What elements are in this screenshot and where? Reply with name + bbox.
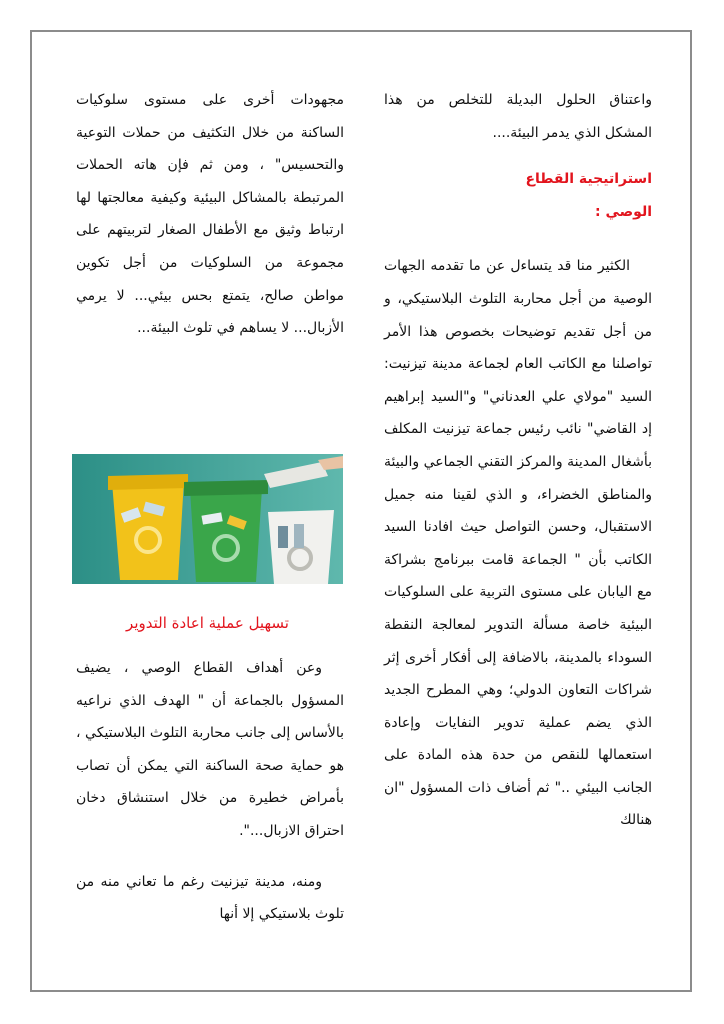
heading-line-1: استراتيجية القطاع [525, 171, 652, 188]
intro-paragraph: واعتناق الحلول البديلة للتخلص من هذا المشكل الذي يدمر البيئة.... [384, 92, 652, 141]
paragraph-gap [76, 848, 344, 866]
closing-paragraph: ومنه، مدينة تيزنيت رغم ما تعاني منه من تلوث بلاستيكي إلا أنها [76, 873, 344, 923]
body-paragraph: الكثير منا قد يتساءل عن ما تقدمه الجهات الوصية من أجل محاربة التلوث البلاستيكي، و من أجل تقديم توضيحات بخصوص هذا الأمر تواصلنا مع الكاتب العام لجماعة مدينة تيزنيت: السيد "مولاي علي العدناني" و"السيد إبراهيم إد القاضي" نائب رئيس جماعة تيزنيت المكلف بأشغال المدينة والمركز التقني الجماعي والبيئة والمناطق الخضراء، و الذي لقينا منه جميل الاستقبال، وحسن التواصل حيث افادنا السيد الكاتب بأن " الجماعة قامت ببرنامج بشراكة مع اليابان على مستوى التربية على السلوكيات البيئية خاصة مسألة التدوير لمعالجة النقطة السوداء بالمدينة، بالاضافة إلى أفكار أخرى إثر شراكات التعاون الدولي؛ وهي المطرح الجديد الذي يضم عملية تدوير النفايات وإعادة استعمالها للنقص من حدة هذه المادة على الجانب البيئي .." ثم أضاف ذات المسؤول "ان هنالك [384, 258, 652, 829]
image-caption: تسهيل عملية اعادة التدوير [126, 614, 289, 632]
left-column-top [76, 84, 344, 345]
recycling-bins-illustration [72, 454, 343, 584]
objectives-paragraph: وعن أهداف القطاع الوصي ، يضيف المسؤول بالجماعة أن " الهدف الذي نراعيه بالأساس إلى جانب محاربة التلوث البلاستيكي ، هو حماية صحة الساكنة التي يمكن أن تصاب بأمراض خطيرة من خلال استنشاق دخان احتراق الازبال...". [76, 660, 344, 839]
recycling-bins-photo [72, 454, 343, 584]
section-heading [384, 163, 652, 228]
heading-line-2: الوصي : [595, 203, 652, 220]
right-column [384, 84, 652, 837]
continuation-paragraph: مجهودات أخرى على مستوى سلوكيات الساكنة من خلال التكثيف من حملات التوعية والتحسيس" ، ومن ثم فإن هاته الحملات المرتبطة بالمشاكل البيئية وكيفية معالجتها لها ارتباط وثيق مع الأطفال الصغار لتربيتهم على مجموعة من السلوكيات من أجل تكوين مواطن صالح، يتمتع بحس بيئي... لا يرمي الأزبال... لا يساهم في تلوث البيئة... [76, 92, 344, 337]
left-column-bottom [76, 652, 344, 931]
